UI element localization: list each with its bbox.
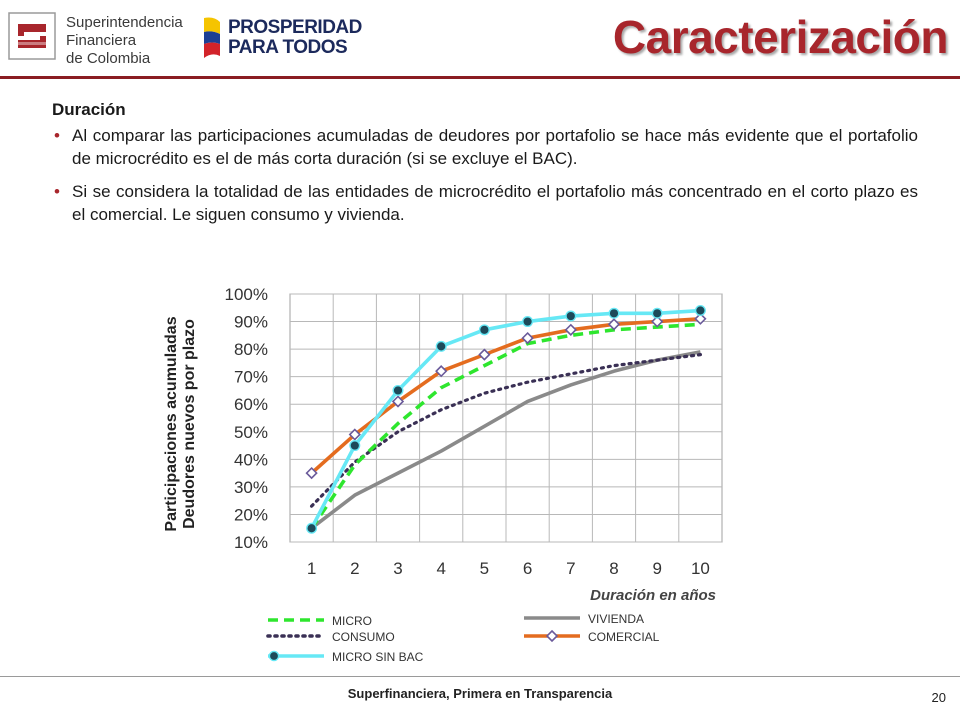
campaign-line-2: PARA TODOS bbox=[228, 37, 348, 58]
main-content bbox=[52, 100, 918, 236]
footer-text: Superfinanciera, Primera en Transparencia bbox=[347, 686, 613, 701]
y-tick-label: 70% bbox=[233, 367, 268, 387]
micro-sin-bac-point bbox=[350, 441, 360, 451]
micro-sin-bac-point bbox=[523, 317, 533, 327]
y-tick-label: 10% bbox=[233, 533, 268, 552]
sfc-name bbox=[66, 14, 183, 68]
x-tick-label: 6 bbox=[522, 559, 533, 578]
header-divider bbox=[0, 76, 960, 79]
micro-sin-bac-point bbox=[307, 523, 317, 533]
x-tick-label: 9 bbox=[652, 559, 662, 578]
y-axis-label: Participaciones acumuladas bbox=[163, 316, 180, 532]
cumulative-share-chart bbox=[150, 280, 750, 670]
page-title: Caracterización bbox=[612, 11, 948, 63]
micro-sin-bac-point bbox=[609, 308, 619, 318]
y-axis-label: Deudores nuevos por plazo bbox=[181, 319, 198, 529]
prosperidad-logo bbox=[200, 16, 360, 62]
header bbox=[0, 0, 960, 80]
y-tick-label: 40% bbox=[233, 450, 268, 470]
x-tick-label: 2 bbox=[350, 559, 360, 578]
org-line-2: Financiera bbox=[66, 32, 137, 49]
bullet-list bbox=[52, 124, 918, 226]
bullet-text: Al comparar las participaciones acumuladas de deudores por portafolio se hace más evidente que el portafolio de microcrédito es el de más corta duración (si se excluye el BAC). bbox=[72, 126, 918, 168]
legend-label-comercial: COMERCIAL bbox=[588, 630, 660, 644]
y-tick-label: 80% bbox=[233, 340, 268, 360]
bullet-item bbox=[52, 180, 918, 226]
campaign-name bbox=[228, 18, 362, 58]
bullet-text: Si se considera la totalidad de las entidades de microcrédito el portafolio más concentrado en el corto plazo es el comercial. Le siguen consumo y vivienda. bbox=[72, 182, 918, 224]
micro-sin-bac-point bbox=[480, 325, 490, 335]
legend-label-vivienda: VIVIENDA bbox=[588, 612, 645, 626]
footer-divider bbox=[0, 676, 960, 677]
x-axis-label: Duración en años bbox=[590, 587, 716, 604]
sfc-emblem-icon bbox=[8, 12, 56, 60]
legend-label-micro-sin-bac: MICRO SIN BAC bbox=[332, 650, 424, 664]
x-tick-label: 4 bbox=[436, 559, 446, 578]
x-tick-label: 10 bbox=[690, 559, 710, 578]
x-tick-label: 5 bbox=[479, 559, 490, 578]
y-tick-label: 20% bbox=[233, 505, 268, 525]
bullet-icon: • bbox=[54, 126, 60, 145]
y-tick-label: 60% bbox=[233, 395, 268, 415]
x-tick-label: 8 bbox=[609, 559, 619, 578]
legend-marker-micro-sin-bac bbox=[269, 651, 278, 660]
micro-sin-bac-point bbox=[566, 311, 576, 321]
micro-sin-bac-point bbox=[652, 308, 662, 318]
micro-sin-bac-point bbox=[393, 386, 403, 396]
bullet-icon: • bbox=[54, 182, 60, 201]
flag-emblem-icon bbox=[200, 16, 224, 60]
x-tick-label: 3 bbox=[393, 559, 403, 578]
micro-sin-bac-point bbox=[436, 342, 446, 352]
micro-sin-bac-point bbox=[696, 306, 706, 316]
section-label: Duración bbox=[52, 100, 126, 119]
superfinanciera-logo bbox=[8, 12, 183, 67]
campaign-line-1: PROSPERIDAD bbox=[228, 17, 362, 38]
bullet-item bbox=[52, 124, 918, 170]
page-number: 20 bbox=[931, 690, 946, 705]
org-line-1: Superintendencia bbox=[66, 14, 183, 31]
y-tick-label: 100% bbox=[224, 285, 268, 304]
legend-marker-comercial bbox=[547, 631, 557, 641]
legend-label-consumo: CONSUMO bbox=[332, 630, 395, 644]
y-tick-label: 50% bbox=[233, 422, 268, 442]
x-tick-label: 1 bbox=[306, 559, 317, 578]
chart-svg bbox=[150, 280, 750, 670]
y-tick-label: 90% bbox=[233, 312, 268, 332]
org-line-3: de Colombia bbox=[66, 50, 151, 67]
legend-label-micro: MICRO bbox=[332, 614, 372, 628]
y-tick-label: 30% bbox=[233, 477, 268, 497]
x-tick-label: 7 bbox=[566, 559, 576, 578]
